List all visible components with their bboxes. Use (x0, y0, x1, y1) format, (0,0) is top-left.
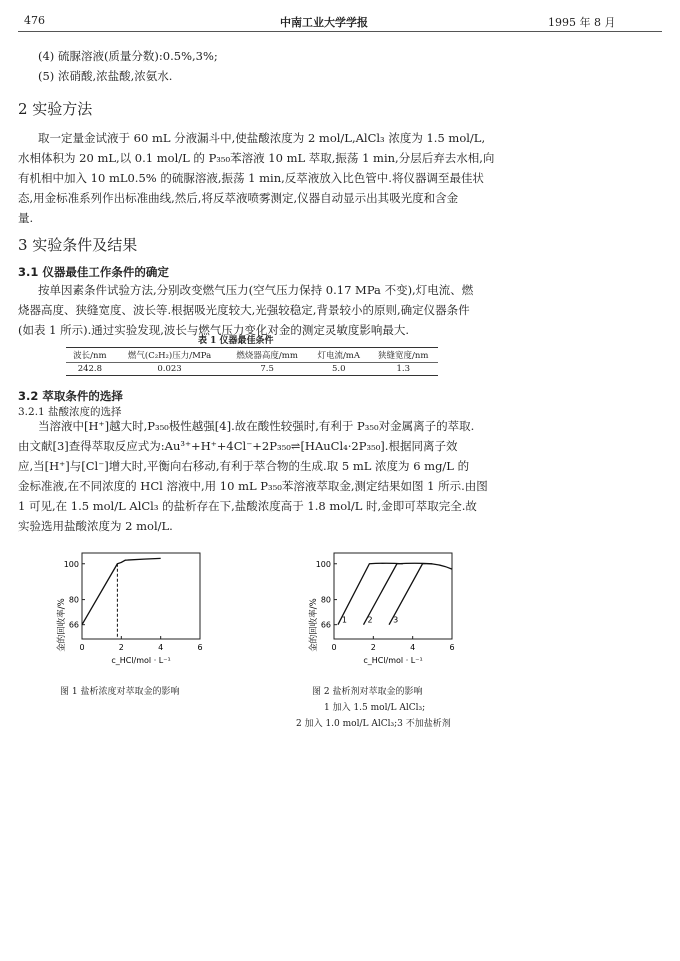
curve-label: 3 (393, 615, 399, 625)
table-header-cell: 波长/nm (66, 348, 114, 363)
x-axis-label: c_HCl/mol · L⁻¹ (363, 656, 423, 665)
table-header-row (66, 348, 438, 363)
figure-2-caption: 图 2 盐析剂对萃取金的影响 (312, 687, 423, 697)
figure-2-legend-2: 2 加入 1.0 mol/L AlCl₃;3 不加盐析剂 (296, 719, 451, 729)
section-2-heading: 2 实验方法 (18, 100, 93, 118)
series-line-recovery (82, 558, 161, 624)
paragraph-line: 由文献[3]查得萃取反应式为:Au³⁺+H⁺+4Cl⁻+2P₃₅₀⇌[HAuCl₄·2P₃₅₀].根据同离子效 (18, 439, 458, 453)
paragraph-line: 金标准液,在不同浓度的 HCl 溶液中,用 10 mL P₃₅₀苯溶液萃取金,测定结果如图 1 所示.由图 (18, 479, 488, 493)
paragraph-line: 烧器高度、狭缝宽度、波长等.根据吸光度较大,光强较稳定,背景较小的原则,确定仪器条件 (18, 303, 470, 317)
x-tick-label: 4 (410, 643, 416, 652)
table-row (66, 363, 438, 376)
x-tick-label: 4 (158, 643, 164, 652)
paragraph-line: 1 可见,在 1.5 mol/L AlCl₃ 的盐析存在下,盐酸浓度高于 1.8 mol/L 时,金即可萃取完全.故 (18, 499, 477, 513)
paragraph-line: 按单因素条件试验方法,分别改变燃气压力(空气压力保持 0.17 MPa 不变),灯电流、燃 (38, 283, 474, 297)
table-header-cell: 狭缝宽度/nm (368, 348, 438, 363)
table-cell: 1.3 (368, 363, 438, 376)
table-1-caption: 表 1 仪器最佳条件 (198, 336, 274, 346)
table-cell: 5.0 (309, 363, 368, 376)
y-tick-label: 80 (68, 595, 79, 605)
page-number: 476 (24, 14, 45, 27)
material-item-5: (5) 浓硝酸,浓盐酸,浓氨水. (38, 69, 173, 83)
paragraph-line: 有机相中加入 10 mL0.5% 的硫脲溶液,振荡 1 min,反萃液放入比色管中.将仪器调至最佳状 (18, 171, 484, 185)
x-tick-label: 6 (197, 643, 203, 652)
paragraph-line: 当溶液中[H⁺]越大时,P₃₅₀极性越强[4].故在酸性较强时,有利于 P₃₅₀对金属离子的萃取. (38, 419, 475, 433)
x-tick-label: 0 (331, 643, 337, 652)
figure-1-caption: 图 1 盐析浓度对萃取金的影响 (60, 687, 180, 697)
paragraph-line: 实验选用盐酸浓度为 2 mol/L. (18, 519, 173, 533)
paragraph-line: (如表 1 所示).通过实验发现,波长与燃气压力变化对金的测定灵敏度影响最大. (18, 323, 410, 337)
paragraph-line: 水相体积为 20 mL,以 0.1 mol/L 的 P₃₅₀苯溶液 10 mL 萃取,振荡 1 min,分层后弃去水相,向 (18, 151, 495, 165)
series-line-3 (389, 564, 452, 625)
y-tick-label: 66 (68, 620, 79, 630)
section-3-2-body (18, 416, 488, 536)
y-tick-label: 100 (315, 559, 331, 569)
section-3-1-heading: 3.1 仪器最佳工作条件的确定 (18, 265, 169, 279)
table-cell: 7.5 (225, 363, 309, 376)
y-tick-label: 66 (320, 620, 331, 630)
y-tick-label: 80 (320, 595, 331, 605)
section-2-body (18, 128, 494, 228)
y-tick-label: 100 (63, 559, 79, 569)
plot-frame (334, 553, 452, 639)
section-3-2-1-heading: 3.2.1 盐酸浓度的选择 (18, 406, 122, 418)
x-tick-label: 0 (79, 643, 85, 652)
journal-title: 中南工业大学学报 (280, 16, 368, 29)
table-cell: 242.8 (66, 363, 114, 376)
x-tick-label: 2 (370, 643, 376, 652)
header-rule (18, 31, 662, 32)
table-cell: 0.023 (114, 363, 226, 376)
plot-frame (82, 553, 200, 639)
figure-2-legend-1: 1 加入 1.5 mol/L AlCl₃; (324, 703, 426, 713)
issue-date: 1995 年 8 月 (548, 16, 616, 29)
table-1 (66, 347, 438, 376)
table-header-cell: 燃气(C₂H₂)压力/MPa (114, 348, 226, 363)
table-header-cell: 灯电流/mA (309, 348, 368, 363)
figure-1-chart (48, 545, 228, 670)
table-header-cell: 燃烧器高度/mm (225, 348, 309, 363)
material-item-4: (4) 硫脲溶液(质量分数):0.5%,3%; (38, 49, 218, 63)
curve-label: 2 (367, 615, 373, 625)
paragraph-line: 取一定量金试液于 60 mL 分液漏斗中,使盐酸浓度为 2 mol/L,AlCl₃ 浓度为 1.5 mol/L, (38, 131, 486, 145)
x-tick-label: 6 (449, 643, 455, 652)
curve-label: 1 (341, 615, 348, 625)
paragraph-line: 态,用金标准系列作出标准曲线,然后,将反萃液喷雾测定,仪器自动显示出其吸光度和含金 (18, 191, 459, 205)
figure-2-chart (300, 545, 480, 670)
section-3-heading: 3 实验条件及结果 (18, 236, 138, 254)
section-3-2-heading: 3.2 萃取条件的选择 (18, 389, 123, 403)
x-tick-label: 2 (118, 643, 124, 652)
paragraph-line: 量. (18, 211, 34, 225)
section-3-1-body (18, 280, 473, 340)
x-axis-label: c_HCl/mol · L⁻¹ (111, 656, 171, 665)
figure-1-ylabel: 金的回收率/% (57, 598, 67, 652)
figure-2-ylabel: 金的回收率/% (309, 598, 319, 652)
paragraph-line: 应,当[H⁺]与[Cl⁻]增大时,平衡向右移动,有利于萃合物的生成.取 5 mL 浓度为 6 mg/L 的 (18, 459, 470, 473)
